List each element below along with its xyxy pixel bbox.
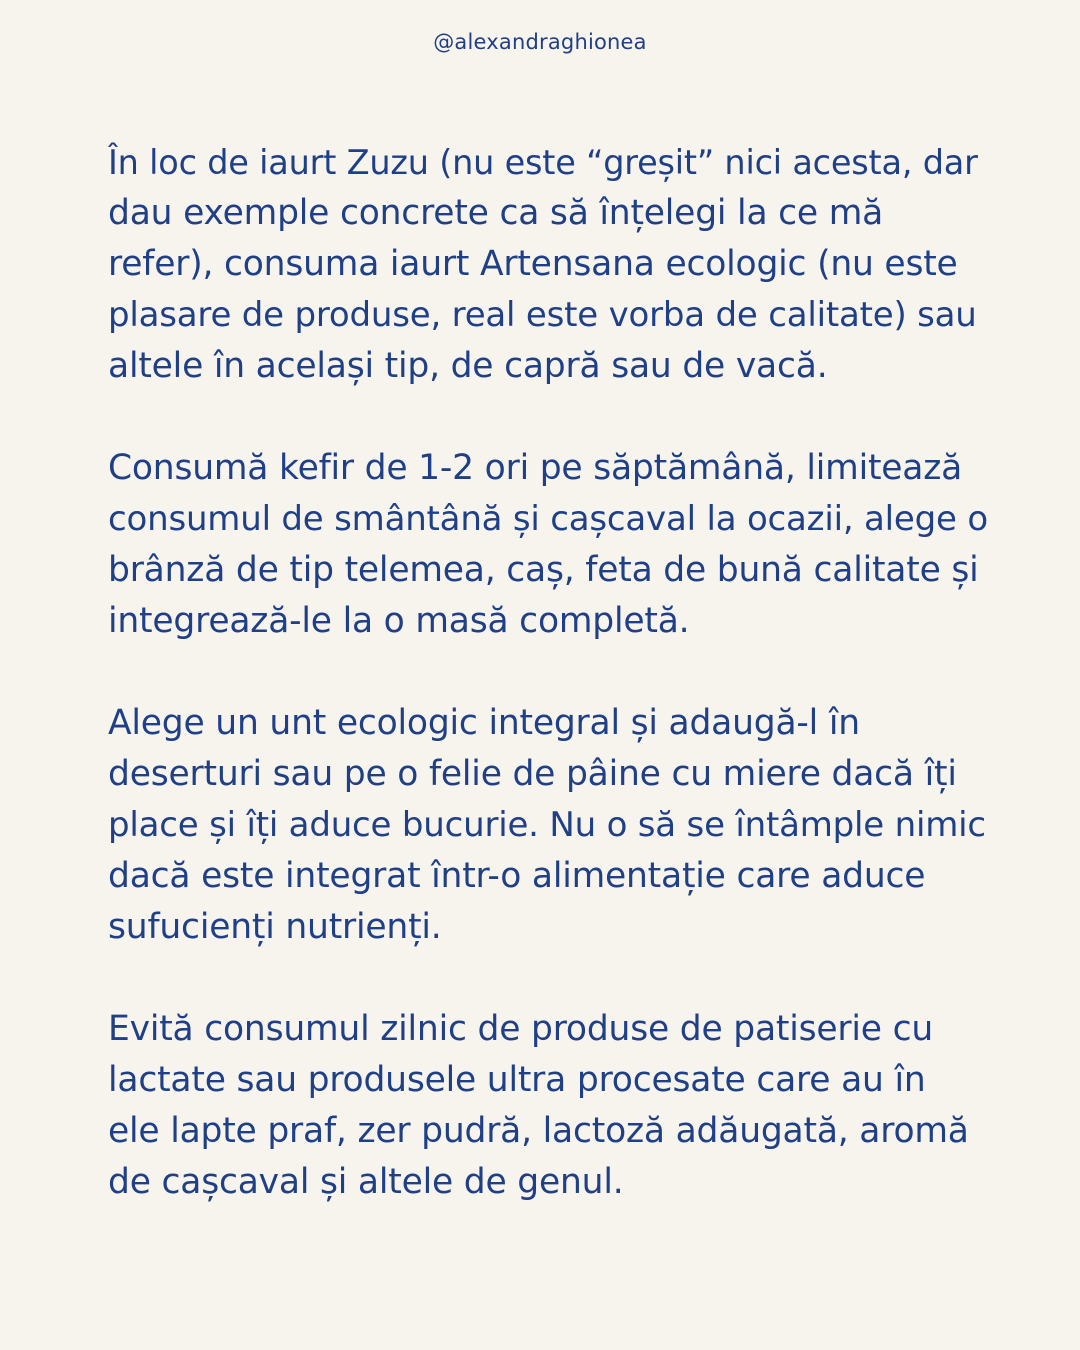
text-line: brânză de tip telemea, caș, feta de bună calitate și — [108, 550, 979, 590]
paragraph-kefir — [108, 443, 988, 647]
author-handle: @alexandraghionea — [433, 30, 647, 54]
text-line: consumul de smântână și cașcaval la ocazii, alege o — [108, 499, 988, 539]
text-line: deserturi sau pe o felie de pâine cu miere dacă îți — [108, 754, 957, 794]
paragraph-yogurt — [108, 137, 988, 392]
text-line: altele în același tip, de capră sau de vacă. — [108, 346, 828, 386]
text-line: de cașcaval și altele de genul. — [108, 1162, 624, 1202]
text-line: Alege un unt ecologic integral și adaugă-l în — [108, 703, 860, 743]
text-line: ele lapte praf, zer pudră, lactoză adăugată, aromă — [108, 1111, 969, 1151]
text-line: În loc de iaurt Zuzu (nu este “greșit” nici acesta, dar — [108, 143, 978, 182]
text-line: refer), consuma iaurt Artensana ecologic (nu este — [108, 244, 958, 284]
paragraph-pastry — [108, 1004, 988, 1208]
text-line: plasare de produse, real este vorba de calitate) sau — [108, 295, 977, 335]
text-line: sufucienți nutrienți. — [108, 907, 442, 947]
text-line: integrează-le la o masă completă. — [108, 601, 690, 641]
text-line: Evită consumul zilnic de produse de patiserie cu — [108, 1009, 934, 1049]
text-line: lactate sau produsele ultra procesate care au în — [108, 1060, 926, 1100]
text-line: Consumă kefir de 1-2 ori pe săptămână, limitează — [108, 448, 963, 488]
text-line: dacă este integrat într-o alimentație care aduce — [108, 856, 926, 896]
paragraph-butter — [108, 698, 988, 953]
post-body — [108, 137, 988, 1259]
text-line: dau exemple concrete ca să înțelegi la ce mă — [108, 193, 884, 233]
text-line: place și îți aduce bucurie. Nu o să se întâmple nimic — [108, 805, 986, 845]
